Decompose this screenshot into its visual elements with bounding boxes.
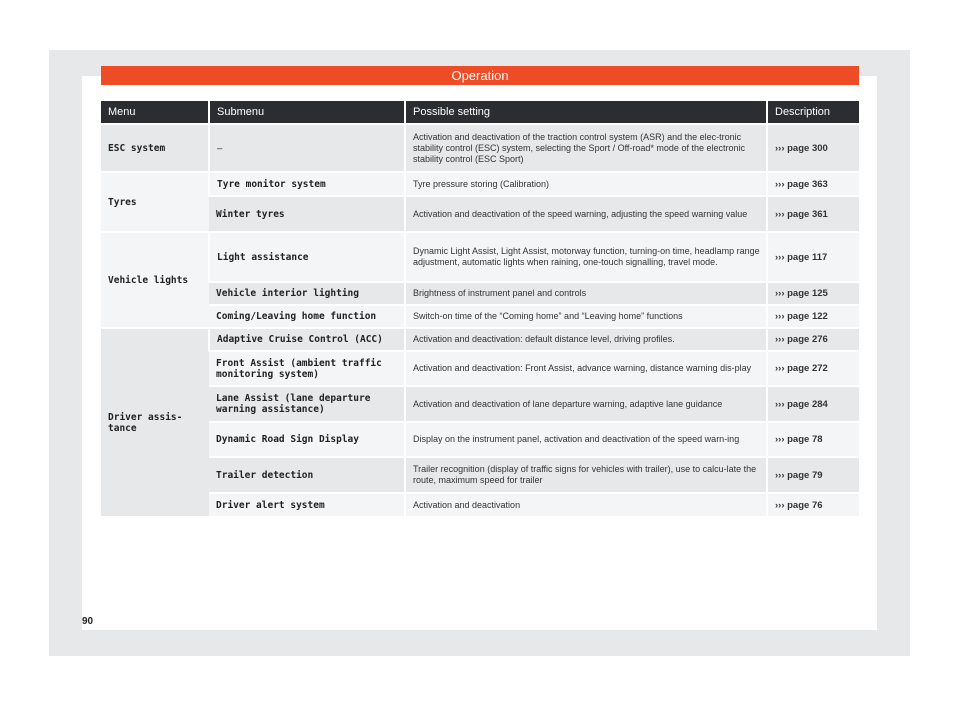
table-row <box>101 328 859 351</box>
column-header-submenu: Submenu <box>209 101 405 124</box>
table-row <box>101 305 859 328</box>
table-row <box>101 172 859 196</box>
table-row <box>101 493 859 516</box>
menu-cell: Vehicle lights <box>101 232 209 328</box>
page-reference-link[interactable]: ››› page 125 <box>767 282 859 305</box>
setting-cell: Tyre pressure storing (Calibration) <box>405 172 767 196</box>
setting-cell: Brightness of instrument panel and controls <box>405 282 767 305</box>
submenu-cell: Trailer detection <box>209 457 405 493</box>
submenu-cell: Winter tyres <box>209 196 405 232</box>
settings-table <box>101 101 859 516</box>
submenu-cell: Adaptive Cruise Control (ACC) <box>209 328 405 351</box>
table-row <box>101 351 859 386</box>
page-reference-link[interactable]: ››› page 284 <box>767 386 859 422</box>
page-reference-link[interactable]: ››› page 361 <box>767 196 859 232</box>
page-reference-link[interactable]: ››› page 122 <box>767 305 859 328</box>
setting-cell: Activation and deactivation: default distance level, driving profiles. <box>405 328 767 351</box>
page-reference-link[interactable]: ››› page 276 <box>767 328 859 351</box>
submenu-cell: Front Assist (ambient traffic monitoring system) <box>209 351 405 386</box>
page-number: 90 <box>82 616 94 627</box>
page-reference-link[interactable]: ››› page 78 <box>767 422 859 457</box>
table-row <box>101 196 859 232</box>
submenu-cell: Dynamic Road Sign Display <box>209 422 405 457</box>
submenu-cell: Light assistance <box>209 232 405 282</box>
menu-cell: Driver assis-tance <box>101 328 209 516</box>
setting-cell: Switch-on time of the “Coming home” and “Leaving home” functions <box>405 305 767 328</box>
setting-cell: Activation and deactivation: Front Assist, advance warning, distance warning dis-play <box>405 351 767 386</box>
page-reference-link[interactable]: ››› page 79 <box>767 457 859 493</box>
menu-cell: Tyres <box>101 172 209 232</box>
page-reference-link[interactable]: ››› page 363 <box>767 172 859 196</box>
page-reference-link[interactable]: ››› page 117 <box>767 232 859 282</box>
column-header-setting: Possible setting <box>405 101 767 124</box>
submenu-cell: Lane Assist (lane departure warning assistance) <box>209 386 405 422</box>
setting-cell: Display on the instrument panel, activation and deactivation of the speed warn-ing <box>405 422 767 457</box>
submenu-cell: – <box>209 124 405 172</box>
table-row <box>101 457 859 493</box>
setting-cell: Dynamic Light Assist, Light Assist, motorway function, turning-on time, headlamp range adjustment, automatic lights when raining, one-touch signalling, travel mode. <box>405 232 767 282</box>
submenu-cell: Vehicle interior lighting <box>209 282 405 305</box>
menu-cell: ESC system <box>101 124 209 172</box>
submenu-cell: Coming/Leaving home function <box>209 305 405 328</box>
setting-cell: Trailer recognition (display of traffic signs for vehicles with trailer), use to calcu-late the route, maximum speed for trailer <box>405 457 767 493</box>
table-row <box>101 124 859 172</box>
page-reference-link[interactable]: ››› page 76 <box>767 493 859 516</box>
submenu-cell: Tyre monitor system <box>209 172 405 196</box>
table-row <box>101 422 859 457</box>
setting-cell: Activation and deactivation of lane departure warning, adaptive lane guidance <box>405 386 767 422</box>
table-header-row <box>101 101 859 124</box>
table-row <box>101 282 859 305</box>
column-header-menu: Menu <box>101 101 209 124</box>
page-reference-link[interactable]: ››› page 300 <box>767 124 859 172</box>
page-reference-link[interactable]: ››› page 272 <box>767 351 859 386</box>
setting-cell: Activation and deactivation <box>405 493 767 516</box>
table-row <box>101 232 859 282</box>
setting-cell: Activation and deactivation of the speed warning, adjusting the speed warning value <box>405 196 767 232</box>
section-header-band: Operation <box>101 66 859 85</box>
column-header-description: Description <box>767 101 859 124</box>
table-row <box>101 386 859 422</box>
submenu-cell: Driver alert system <box>209 493 405 516</box>
setting-cell: Activation and deactivation of the traction control system (ASR) and the elec-tronic stability control (ESC) system, selecting the Sport / Off-road* mode of the electronic stability control (ESC Sport) <box>405 124 767 172</box>
